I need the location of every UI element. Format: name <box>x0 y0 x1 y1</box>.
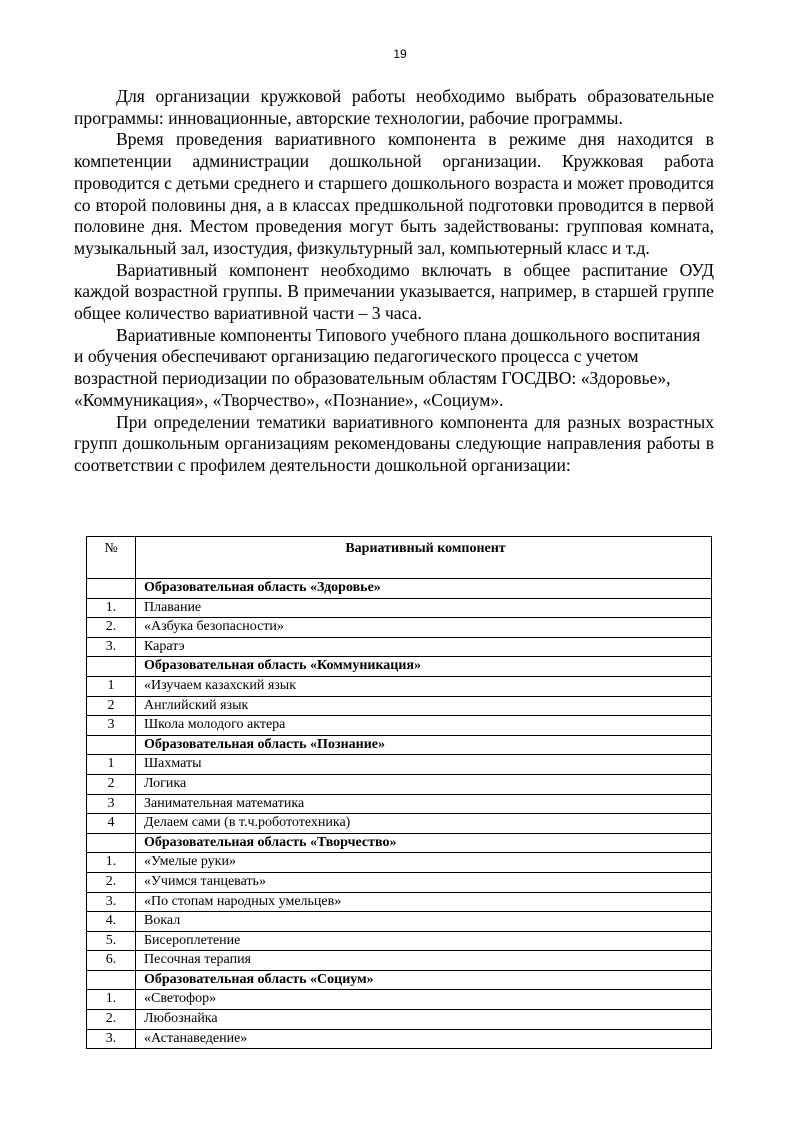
section-row <box>87 657 712 677</box>
table-row <box>87 892 712 912</box>
section-row <box>87 579 712 599</box>
table-row <box>87 696 712 716</box>
row-number: 1. <box>87 598 136 618</box>
table-row <box>87 814 712 834</box>
paragraph: Для организации кружковой работы необходимо выбрать образовательные программы: инновационные, авторские технологии, рабочие программы. <box>74 86 714 128</box>
row-number: 3. <box>87 1029 136 1049</box>
row-number: 1 <box>87 676 136 696</box>
column-header-component: Вариативный компонент <box>136 537 712 579</box>
row-component-name: «Светофор» <box>136 990 712 1010</box>
column-header-number: № <box>87 537 136 579</box>
table-row <box>87 774 712 794</box>
table-row <box>87 853 712 873</box>
row-number: 2 <box>87 774 136 794</box>
table-row <box>87 872 712 892</box>
row-number: 2. <box>87 872 136 892</box>
section-title: Образовательная область «Познание» <box>136 735 712 755</box>
table-body <box>87 579 712 1049</box>
row-component-name: «По стопам народных умельцев» <box>136 892 712 912</box>
section-row <box>87 970 712 990</box>
row-number: 3 <box>87 794 136 814</box>
section-number-cell <box>87 970 136 990</box>
row-component-name: «Азбука безопасности» <box>136 618 712 638</box>
section-row <box>87 833 712 853</box>
row-number: 3. <box>87 892 136 912</box>
row-number: 2. <box>87 618 136 638</box>
section-title: Образовательная область «Коммуникация» <box>136 657 712 677</box>
row-number: 1 <box>87 755 136 775</box>
table-row <box>87 951 712 971</box>
page-number: 19 <box>393 47 407 61</box>
row-component-name: Вокал <box>136 912 712 932</box>
table-row <box>87 1010 712 1030</box>
row-number: 1. <box>87 990 136 1010</box>
body-text <box>74 86 714 477</box>
row-number: 3. <box>87 637 136 657</box>
row-number: 6. <box>87 951 136 971</box>
row-component-name: Логика <box>136 774 712 794</box>
section-number-cell <box>87 735 136 755</box>
section-title: Образовательная область «Творчество» <box>136 833 712 853</box>
table-row <box>87 755 712 775</box>
row-component-name: Шахматы <box>136 755 712 775</box>
table-row <box>87 676 712 696</box>
table-row <box>87 618 712 638</box>
row-component-name: Песочная терапия <box>136 951 712 971</box>
row-number: 4. <box>87 912 136 932</box>
row-component-name: Школа молодого актера <box>136 716 712 736</box>
table-row <box>87 637 712 657</box>
paragraph: При определении тематики вариативного компонента для разных возрастных групп дошкольным организациям рекомендованы следующие направления работы в соответствии с профилем деятельности дошкольной организации: <box>74 411 714 475</box>
table-row <box>87 716 712 736</box>
row-component-name: Каратэ <box>136 637 712 657</box>
paragraph: Вариативные компоненты Типового учебного плана дошкольного воспитания и обучения обеспечивают организацию педагогического процесса с учетом возрастной периодизации по образовательным областям ГОСДВО: «Здоровье», «Коммуникация», «Творчество», «Познание», «Социум». <box>74 324 701 410</box>
table-row <box>87 598 712 618</box>
paragraph: Время проведения вариативного компонента в режиме дня находится в компетенции администрации дошкольной организации. Кружковая работа проводится с детьми среднего и старшего дошкольного возраста и может проводится со второй половины дня, а в классах предшкольной подготовки проводится в первой половине дня. Местом проведения могут быть задействованы: групповая комната, музыкальный зал, изостудия, физкультурный зал, компьютерный класс и т.д. <box>74 129 714 258</box>
row-number: 2 <box>87 696 136 716</box>
row-number: 5. <box>87 931 136 951</box>
section-number-cell <box>87 579 136 599</box>
table-row <box>87 990 712 1010</box>
paragraph: Вариативный компонент необходимо включать в общее распитание ОУД каждой возрастной группы. В примечании указывается, например, в старшей группе общее количество вариативной части – 3 часа. <box>74 259 714 324</box>
row-number: 3 <box>87 716 136 736</box>
table-row <box>87 912 712 932</box>
row-component-name: Плавание <box>136 598 712 618</box>
row-component-name: Делаем сами (в т.ч.робототехника) <box>136 814 712 834</box>
section-row <box>87 735 712 755</box>
row-component-name: «Астанаведение» <box>136 1029 712 1049</box>
table-row <box>87 1029 712 1049</box>
row-number: 2. <box>87 1010 136 1030</box>
table-header-row <box>87 537 712 579</box>
section-number-cell <box>87 833 136 853</box>
row-component-name: Любознайка <box>136 1010 712 1030</box>
row-component-name: Бисероплетение <box>136 931 712 951</box>
variative-component-table <box>86 536 712 1049</box>
table-row <box>87 794 712 814</box>
row-component-name: Занимательная математика <box>136 794 712 814</box>
row-component-name: «Умелые руки» <box>136 853 712 873</box>
section-number-cell <box>87 657 136 677</box>
row-component-name: «Учимся танцевать» <box>136 872 712 892</box>
table-row <box>87 931 712 951</box>
row-number: 4 <box>87 814 136 834</box>
row-component-name: «Изучаем казахский язык <box>136 676 712 696</box>
row-number: 1. <box>87 853 136 873</box>
section-title: Образовательная область «Социум» <box>136 970 712 990</box>
row-component-name: Английский язык <box>136 696 712 716</box>
section-title: Образовательная область «Здоровье» <box>136 579 712 599</box>
